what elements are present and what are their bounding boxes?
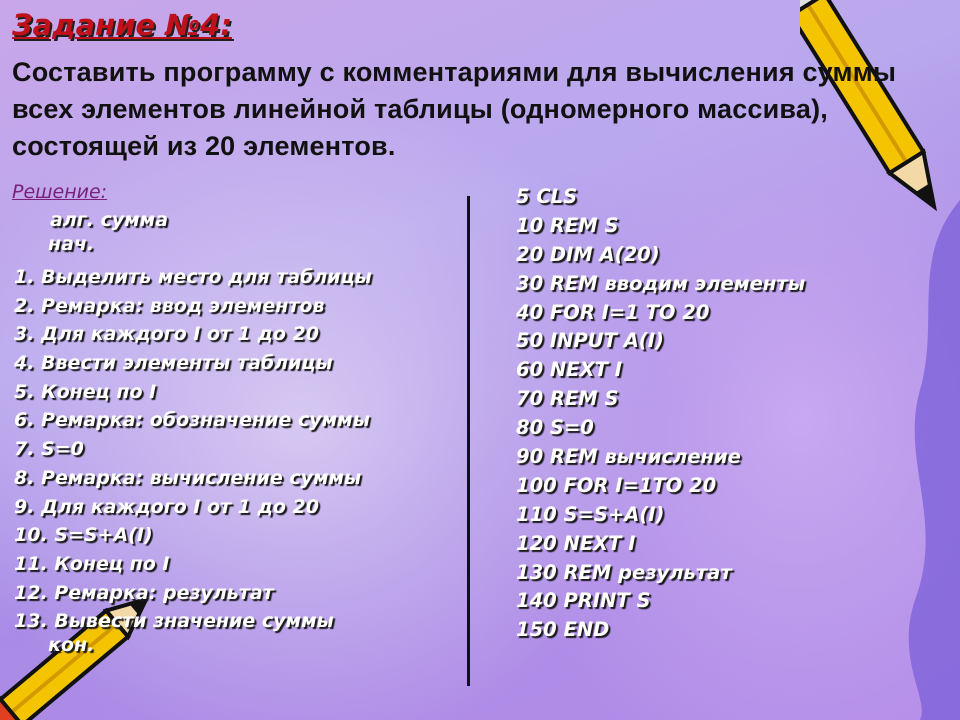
algorithm-step: 7. S=0 <box>14 438 84 461</box>
algorithm-step: 13. Вывести значение суммы <box>14 610 334 633</box>
algorithm-header: алг. сумма <box>50 209 169 231</box>
code-line: 70 REM S <box>516 387 619 411</box>
code-line: 120 NEXT I <box>516 531 636 555</box>
code-line: 20 DIM A(20) <box>516 242 660 266</box>
algorithm-step: 10. S=S+A(I) <box>14 524 153 547</box>
task-title: Задание №4: <box>12 8 232 42</box>
code-line: 40 FOR I=1 TO 20 <box>516 300 710 324</box>
code-line: 130 REM результат <box>516 560 732 584</box>
code-line: 100 FOR I=1TO 20 <box>516 473 717 497</box>
algorithm-steps <box>14 263 372 636</box>
wave-decoration <box>890 200 960 720</box>
column-divider <box>467 196 470 686</box>
algorithm-begin: нач. <box>48 233 95 255</box>
code-line: 60 NEXT I <box>516 358 622 382</box>
basic-program <box>516 183 805 645</box>
algorithm-step: 12. Ремарка: результат <box>14 581 274 604</box>
algorithm-step: 9. Для каждого I от 1 до 20 <box>14 495 319 518</box>
algorithm-step: 5. Конец по I <box>14 380 157 403</box>
code-line: 5 CLS <box>516 185 578 208</box>
algorithm-step: 1. Выделить место для таблицы <box>14 266 372 288</box>
code-line: 110 S=S+A(I) <box>516 502 665 526</box>
algorithm-step: 8. Ремарка: вычисление суммы <box>14 466 362 489</box>
code-line: 150 END <box>516 618 610 642</box>
algorithm-step: 2. Ремарка: ввод элементов <box>14 294 325 317</box>
algorithm-step: 11. Конец по I <box>14 552 170 575</box>
code-line: 50 INPUT A(I) <box>516 329 664 353</box>
algorithm-step: 3. Для каждого I от 1 до 20 <box>14 323 319 346</box>
code-line: 90 REM вычисление <box>516 445 741 469</box>
code-line: 10 REM S <box>516 213 619 237</box>
solution-label: Решение: <box>12 181 108 203</box>
algorithm-end: кон. <box>48 634 95 656</box>
algorithm-step: 6. Ремарка: обозначение суммы <box>14 409 370 432</box>
algorithm-step: 4. Ввести элементы таблицы <box>14 352 333 375</box>
code-line: 30 REM вводим элементы <box>516 271 806 295</box>
code-line: 80 S=0 <box>516 416 594 440</box>
code-line: 140 PRINT S <box>516 589 651 613</box>
task-statement: Составить программу с комментариями для вычисления суммы всех элементов линейной таблицы (одномерного массива), состоящей из 20 элементов. <box>12 57 897 161</box>
